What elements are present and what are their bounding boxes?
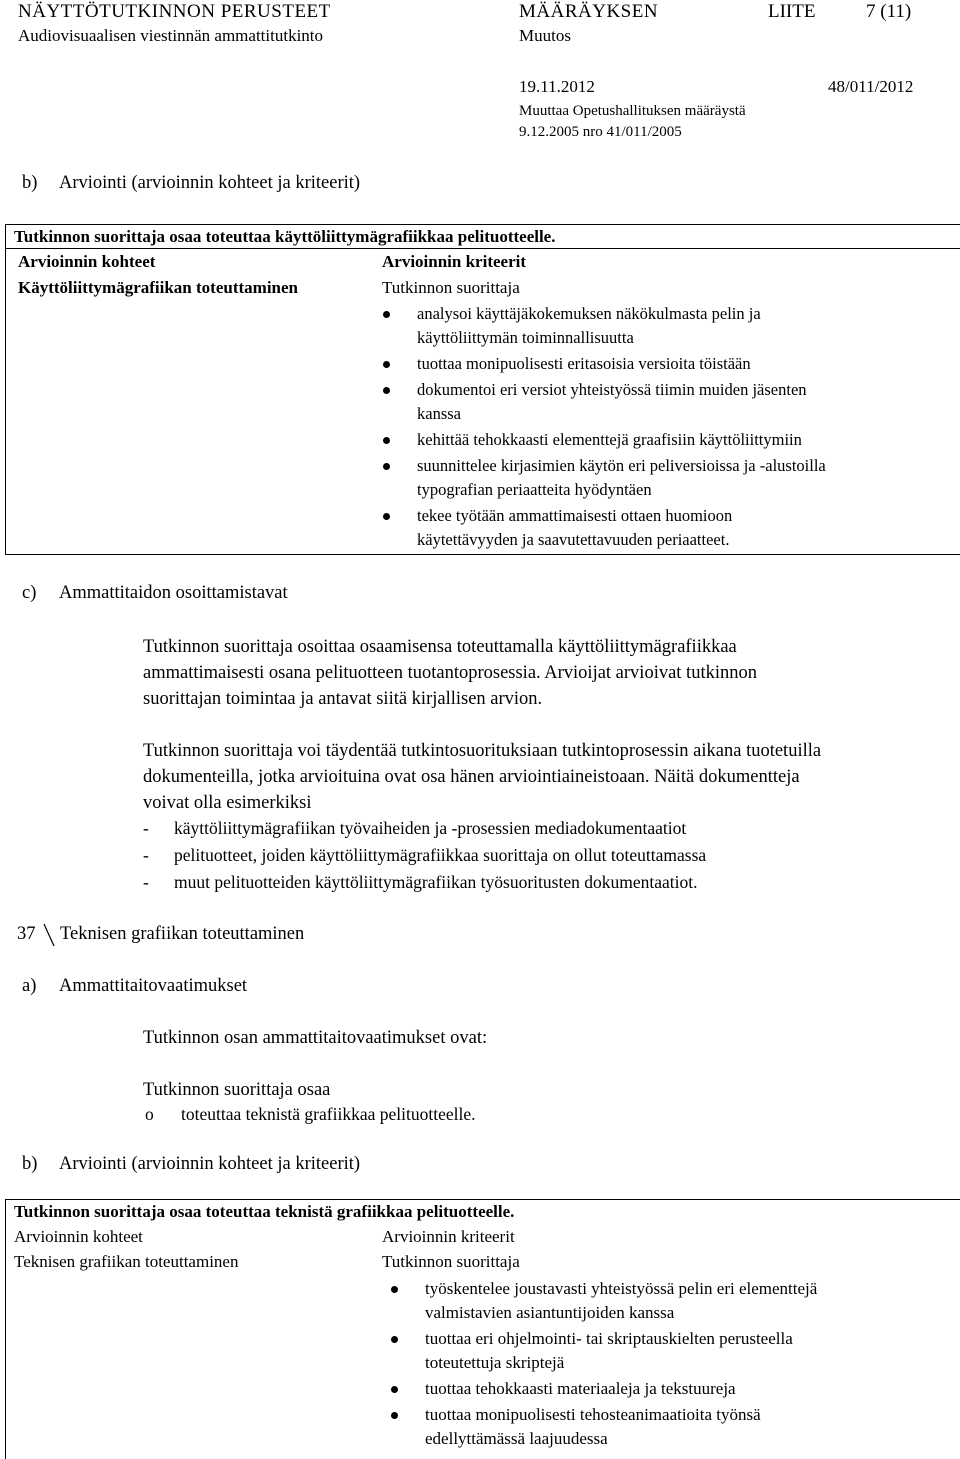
table-1-criteria-list — [381, 302, 826, 554]
regulation-date: 19.11.2012 — [519, 77, 595, 96]
change-label: Muutos — [519, 26, 571, 45]
amends-line-2: 9.12.2005 nro 41/011/2005 — [519, 124, 682, 140]
dash-marker: - — [143, 872, 149, 892]
table-1-criteria-intro: Tutkinnon suorittaja — [382, 278, 520, 297]
table-2-criteria-intro: Tutkinnon suorittaja — [382, 1252, 520, 1271]
section-b2-marker: b) — [22, 1154, 38, 1174]
list-item: kehittää tehokkaasti elementtejä graafisiin käyttöliittymiin — [381, 428, 826, 452]
list-item: tuottaa eri ohjelmointi- tai skriptauskielten perusteella toteutettuja skriptejä — [389, 1327, 817, 1375]
table-2-target: Teknisen grafiikan toteuttaminen — [14, 1252, 239, 1271]
paragraph-2: Tutkinnon suorittaja voi täydentää tutkintosuorituksiaan tutkintoprosessin aikana tuotetuilla dokumenteilla, jotka arvioituina ovat osa hänen arviointiaineistoaan. Näitä dokumentteja voivat olla esimerkiksi — [143, 741, 822, 813]
unit-number: 37 — [17, 924, 36, 944]
table-2-criteria-list — [389, 1277, 817, 1453]
section-a-title: Ammattitaitovaatimukset — [59, 976, 248, 996]
requirement-item: toteuttaa teknistä grafiikkaa pelituotteelle. — [181, 1104, 476, 1124]
list-item: tuottaa monipuolisesti eritasoisia versioita töistään — [381, 352, 826, 376]
list-item: suunnittelee kirjasimien käytön eri peliversioissa ja -alustoilla typografian periaatteita hyödyntäen — [381, 454, 826, 502]
regulation-label: MÄÄRÄYKSEN — [519, 1, 659, 22]
list-item: käyttöliittymägrafiikan työvaiheiden ja -prosessien mediadokumentaatiot — [174, 818, 687, 838]
list-item: tekee työtään ammattimaisesti ottaen huomioon käytettävyyden ja saavutettavuuden periaatteet. — [381, 504, 826, 552]
list-item: pelituotteet, joiden käyttöliittymägrafiikkaa suorittaja on ollut toteuttamassa — [174, 845, 707, 865]
section-c-title: Ammattitaidon osoittamistavat — [59, 583, 288, 603]
list-item: työskentelee joustavasti yhteistyössä pelin eri elementtejä valmistavien asiantuntijoiden kanssa — [389, 1277, 817, 1325]
section-b2-title: Arviointi (arvioinnin kohteet ja kriteerit) — [59, 1154, 361, 1174]
section-b-title: Arviointi (arvioinnin kohteet ja kriteerit) — [59, 173, 361, 193]
table-1-target: Käyttöliittymägrafiikan toteuttaminen — [18, 278, 298, 297]
table-2-col2-header: Arvioinnin kriteerit — [382, 1227, 515, 1246]
list-item: muut pelituotteiden käyttöliittymägrafiikan työsuoritusten dokumentaatiot. — [174, 872, 698, 892]
page-number: 7 (11) — [866, 1, 912, 22]
section-b-marker: b) — [22, 173, 38, 193]
table-1-heading: Tutkinnon suorittaja osaa toteuttaa käyttöliittymägrafiikkaa pelituotteelle. — [14, 227, 556, 246]
attachment-label: LIITE — [768, 1, 816, 22]
table-1-col2-header: Arvioinnin kriteerit — [382, 252, 527, 271]
table-2-col1-header: Arvioinnin kohteet — [14, 1227, 143, 1246]
table-1-col1-header: Arvioinnin kohteet — [18, 252, 156, 271]
list-item: tuottaa monipuolisesti tehosteanimaatioita työnsä edellyttämässä laajuudessa — [389, 1403, 817, 1451]
doc-title: NÄYTTÖTUTKINNON PERUSTEET — [18, 1, 331, 22]
requirement-marker: o — [145, 1104, 154, 1124]
requirements-lead: Tutkinnon suorittaja osaa — [143, 1080, 331, 1100]
list-item: tuottaa tehokkaasti materiaaleja ja tekstuureja — [389, 1377, 817, 1401]
list-item: dokumentoi eri versiot yhteistyössä tiimin muiden jäsenten kanssa — [381, 378, 826, 426]
requirements-intro: Tutkinnon osan ammattitaitovaatimukset ovat: — [143, 1028, 488, 1048]
list-item: analysoi käyttäjäkokemuksen näkökulmasta pelin ja käyttöliittymän toiminnallisuutta — [381, 302, 826, 350]
amends-line-1: Muuttaa Opetushallituksen määräystä — [519, 103, 746, 119]
table-2-heading: Tutkinnon suorittaja osaa toteuttaa teknistä grafiikkaa pelituotteelle. — [14, 1202, 515, 1221]
section-sign-icon — [42, 921, 56, 949]
section-c-marker: c) — [22, 583, 37, 603]
degree-name: Audiovisuaalisen viestinnän ammattitutkinto — [18, 26, 324, 45]
dash-marker: - — [143, 845, 149, 865]
regulation-number: 48/011/2012 — [828, 77, 914, 96]
unit-title: Teknisen grafiikan toteuttaminen — [60, 924, 305, 944]
paragraph-1: Tutkinnon suorittaja osoittaa osaamisensa toteuttamalla käyttöliittymägrafiikkaa ammattimaisesti osana pelituotteen tuotantoprosessia. Arvioijat arvioivat tutkinnon suorittajan toimintaa ja antavat siitä kirjallisen arvion. — [143, 637, 757, 709]
section-a-marker: a) — [22, 976, 37, 996]
dash-marker: - — [143, 818, 149, 838]
